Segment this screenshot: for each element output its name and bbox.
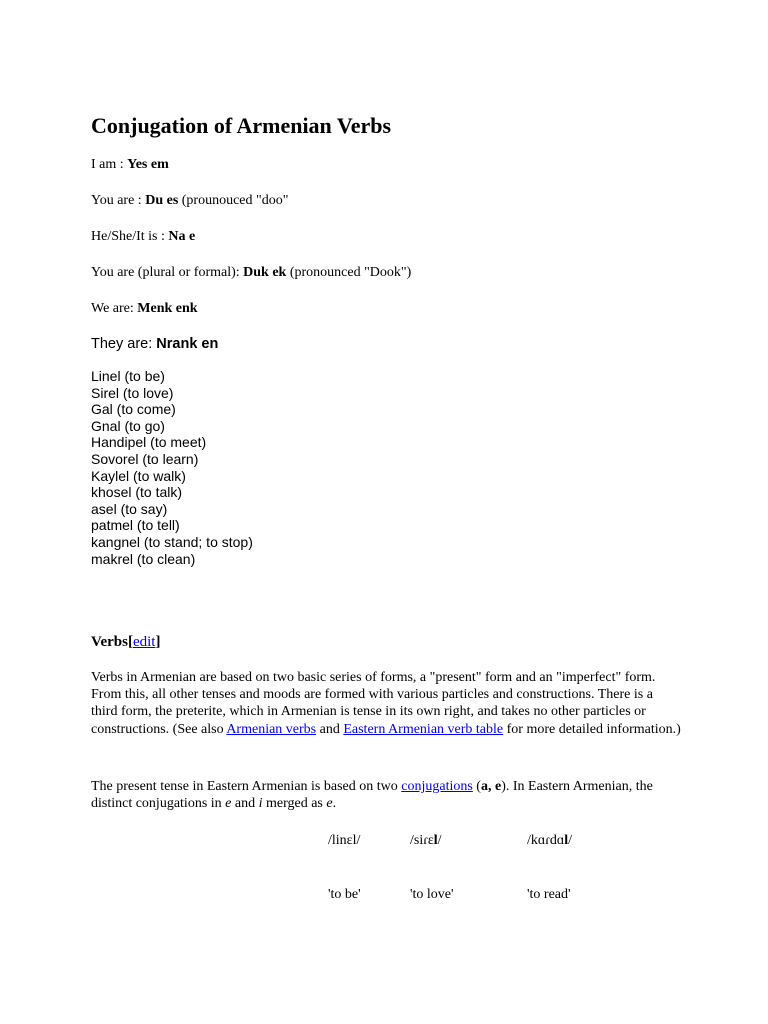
present-tense-paragraph — [91, 778, 681, 812]
ipa-slash: / — [356, 833, 361, 848]
paragraph-text: and — [231, 796, 259, 812]
paragraph-text: ). In Eastern Armenian, the distinct conjugations in — [91, 779, 653, 812]
gloss-cell: 'to be' — [328, 887, 361, 902]
conjugations-link[interactable]: conjugations — [401, 779, 473, 794]
verb-item: Sovorel (to learn) — [91, 450, 199, 467]
ipa-cell-kardal — [527, 832, 572, 850]
section-heading-verbs — [91, 632, 160, 652]
edit-bracket-open: [ — [127, 634, 133, 650]
paragraph-text: The present tense in Eastern Armenian is based on two — [91, 779, 402, 794]
verb-item: makrel (to clean) — [91, 550, 196, 567]
pronoun-line-he-she-it — [91, 228, 195, 246]
pronoun-line-they-are — [91, 334, 218, 354]
verb-item: Kaylel (to walk) — [91, 467, 186, 484]
ipa-stem: /siɾɛ — [410, 833, 434, 848]
conjugation-letters: a, e — [480, 779, 502, 794]
gloss-cell: 'to love' — [410, 887, 454, 902]
verb-item: Gnal (to go) — [91, 417, 165, 434]
pronoun-label: You are : — [91, 193, 146, 208]
verb-item: kangnel (to stand; to stop) — [91, 533, 253, 550]
paragraph-text: ( — [472, 779, 481, 794]
paragraph-text: . — [332, 796, 337, 812]
paragraph-text: Verbs in Armenian are based on two basic series of forms, a "present" form and an "imperfect" form. From this, all other tenses and moods are formed with various particles and constructions. There is a third form, the preterite, which in Armenian is tense in its own right, and takes no other particles or constructions. (See also — [91, 670, 656, 737]
pronoun-line-you-plural — [91, 264, 411, 282]
pronoun-line-i-am — [91, 156, 169, 174]
verb-item: Sirel (to love) — [91, 384, 174, 401]
edit-bracket-close: ] — [155, 634, 161, 650]
ipa-slash: / — [568, 833, 572, 848]
pronunciation-note: (pronounced "Dook") — [286, 265, 412, 280]
section-heading-text: Verbs — [91, 634, 128, 650]
pronoun-label: We are: — [91, 301, 138, 316]
edit-link[interactable]: edit — [132, 634, 156, 650]
verb-item: Handipel (to meet) — [91, 434, 207, 451]
ipa-stem: /kɑɾdɑ — [527, 833, 565, 848]
armenian-form: Du es — [145, 193, 179, 208]
paragraph-text: and — [316, 721, 344, 737]
pronoun-label: You are (plural or formal): — [91, 265, 244, 280]
gloss-cell: 'to read' — [527, 887, 571, 902]
italic-letter: e — [225, 796, 232, 812]
ipa-cell-sirel — [410, 832, 442, 850]
pronunciation-note: (prounouced "doo" — [178, 193, 289, 208]
armenian-form: Duk ek — [243, 265, 287, 280]
pronoun-line-you-are — [91, 192, 288, 210]
ipa-ending: l — [564, 833, 569, 848]
ipa-stem: /linɛ — [328, 833, 353, 848]
ipa-cell-linel — [328, 832, 360, 850]
verb-list — [91, 368, 253, 567]
paragraph-text: for more detailed information.) — [503, 721, 681, 737]
armenian-form: Na e — [168, 229, 196, 244]
italic-letter: i — [258, 796, 263, 812]
ipa-ending: l — [352, 833, 357, 848]
eastern-armenian-verb-table-link[interactable]: Eastern Armenian verb table — [343, 721, 504, 737]
ipa-slash: / — [437, 833, 442, 848]
armenian-form: Yes em — [127, 157, 169, 172]
verb-item: Linel (to be) — [91, 368, 165, 384]
verb-item: asel (to say) — [91, 500, 168, 517]
pronoun-label: I am : — [91, 157, 128, 172]
verb-item: Gal (to come) — [91, 401, 176, 418]
pronoun-label: They are: — [91, 336, 157, 352]
page-title: Conjugation of Armenian Verbs — [91, 113, 392, 138]
paragraph-text: merged as — [262, 796, 327, 812]
italic-letter: e — [326, 796, 333, 812]
ipa-ending: l — [433, 833, 438, 848]
pronoun-label: He/She/It is : — [91, 229, 169, 244]
pronoun-line-we-are — [91, 300, 198, 318]
armenian-verbs-link[interactable]: Armenian verbs — [226, 721, 317, 737]
verb-item: patmel (to tell) — [91, 517, 180, 534]
armenian-form: Nrank en — [156, 336, 219, 352]
verbs-intro-paragraph — [91, 669, 681, 738]
armenian-form: Menk enk — [137, 301, 198, 316]
verb-item: khosel (to talk) — [91, 484, 183, 501]
